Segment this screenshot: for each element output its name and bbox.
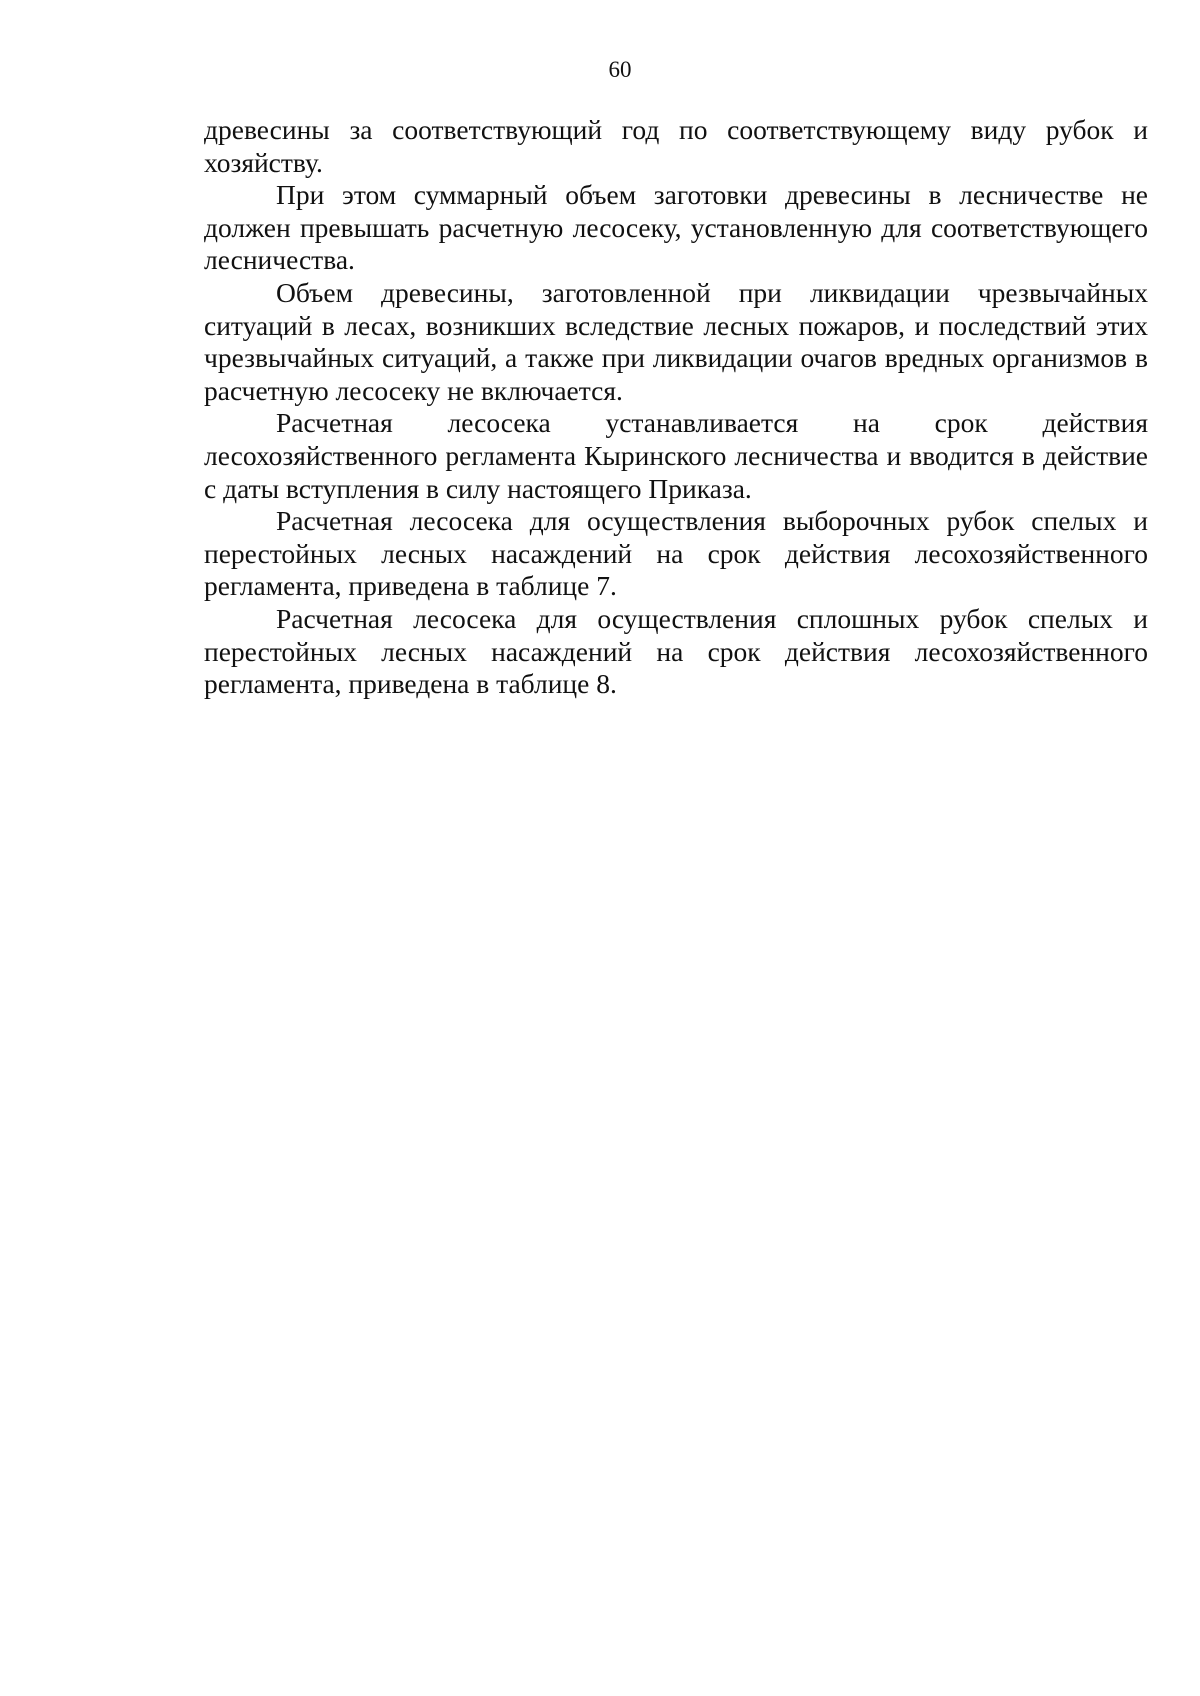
paragraph-continuation: древесины за соответствующий год по соответствующему виду рубок и хозяйству. — [204, 114, 1148, 178]
paragraph-clear-cutting-table-ref: Расчетная лесосека для осуществления сплошных рубок спелых и перестойных лесных насаждений на срок действия лесохозяйственного регламента, приведена в таблице 8. — [204, 602, 1148, 700]
document-body — [204, 114, 1148, 701]
paragraph-allowable-cut-term: Расчетная лесосека устанавливается на срок действия лесохозяйственного регламента Кыринского лесничества и вводится в действие с даты вступления в силу настоящего Приказа. — [204, 407, 1148, 504]
page-number: 60 — [608, 57, 632, 82]
paragraph-selective-cutting-table-ref: Расчетная лесосека для осуществления выборочных рубок спелых и перестойных лесных насаждений на срок действия лесохозяйственного регламента, приведена в таблице 7. — [204, 505, 1148, 602]
paragraph-emergency-volume-exclusion: Объем древесины, заготовленной при ликвидации чрезвычайных ситуаций в лесах, возникших вследствие лесных пожаров, и последствий этих чрезвычайных ситуаций, а также при ликвидации очагов вредных организмов в расчетную лесосеку не включается. — [204, 276, 1148, 406]
paragraph-total-volume-limit: При этом суммарный объем заготовки древесины в лесничестве не должен превышать расчетную лесосеку, установленную для соответствующего лесничества. — [204, 179, 1148, 276]
